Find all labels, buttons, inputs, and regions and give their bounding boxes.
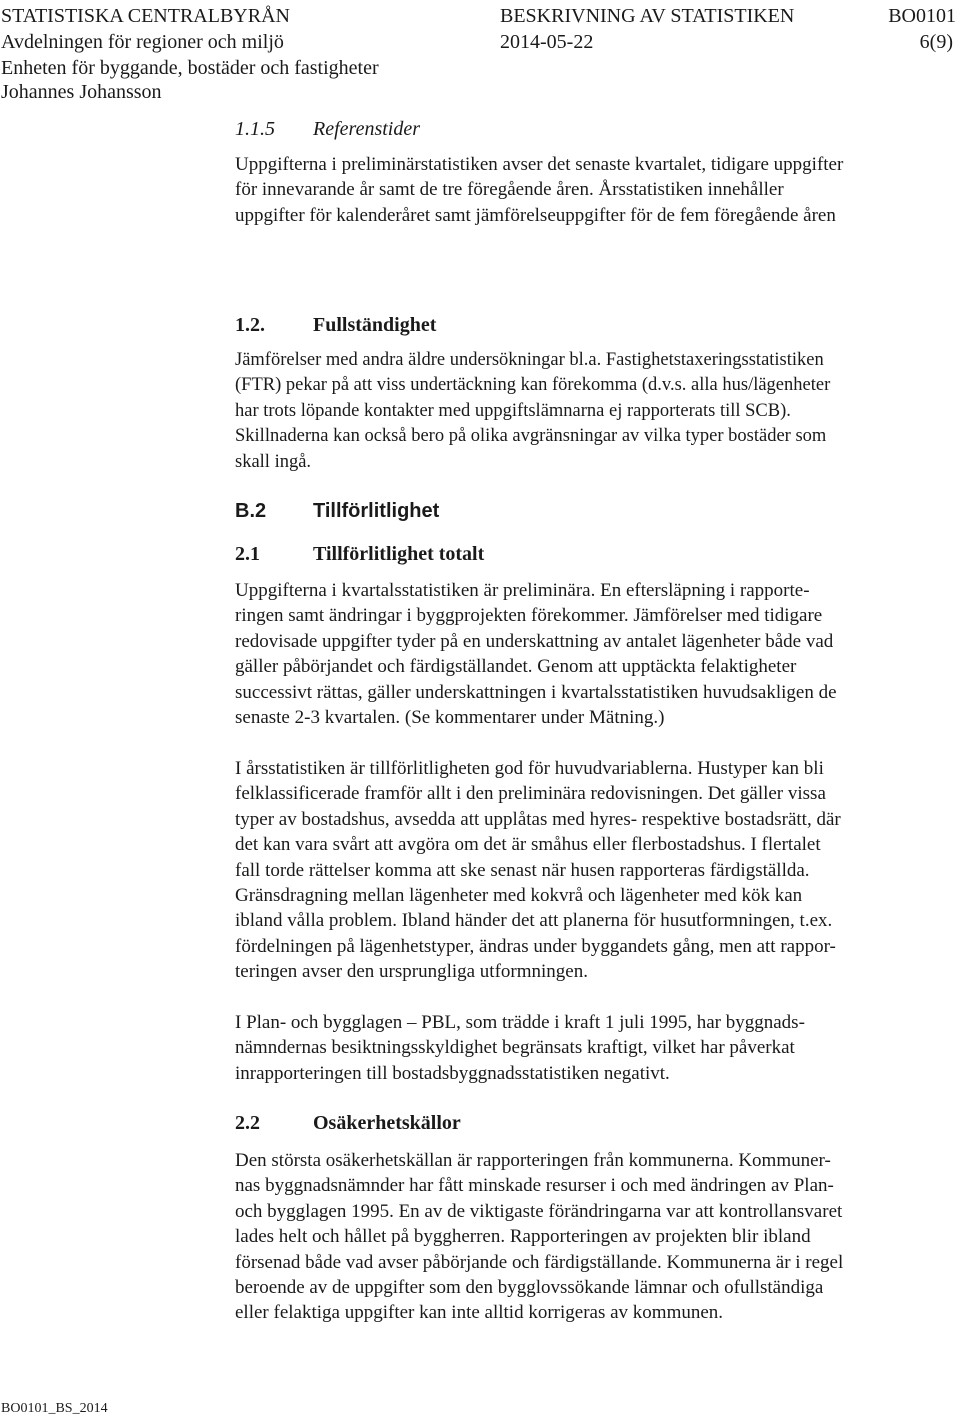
text-line: fall torde rättelser komma att ske senast när husen rapporteras färdigställda. bbox=[235, 859, 810, 881]
document-date: 2014-05-22 bbox=[500, 31, 594, 53]
footer-code: BO0101_BS_2014 bbox=[1, 1401, 108, 1416]
text-line: försenad både vad avser påbörjande och färdigställande. Kommunerna är i regel bbox=[235, 1251, 844, 1273]
document-type: BESKRIVNING AV STATISTIKEN bbox=[500, 5, 795, 27]
text-line: och bygglagen 1995. En av de viktigaste förändringarna var att kontrollansvaret bbox=[235, 1200, 843, 1222]
page-footer bbox=[1, 1401, 108, 1417]
text-line: Skillnaderna kan också bero på olika avgränsningar av vilka typer bostäder som bbox=[235, 426, 827, 447]
page-header bbox=[0, 0, 960, 110]
document-code: BO0101 bbox=[888, 5, 956, 27]
text-line: för innevarande år samt de tre föregående åren. Årsstatistiken innehåller bbox=[235, 179, 784, 201]
paragraph-tillforlitlighet-2 bbox=[235, 756, 945, 985]
heading-title: Fullständighet bbox=[313, 314, 437, 336]
heading-number: B.2 bbox=[235, 500, 267, 522]
heading-title: Tillförlitlighet totalt bbox=[313, 543, 485, 565]
text-line: skall ingå. bbox=[235, 451, 312, 472]
heading-tillforlitlighet-totalt bbox=[235, 541, 945, 567]
text-line: I Plan- och bygglagen – PBL, som trädde i kraft 1 juli 1995, har byggnads- bbox=[235, 1012, 805, 1033]
text-line: har trots löpande kontakter med uppgiftslämnarna ej rapporterats till SCB). bbox=[235, 400, 791, 421]
paragraph-tillforlitlighet-1 bbox=[235, 578, 945, 730]
text-line: ringen samt ändringar i byggprojekten förekommer. Jämförelser med tidigare bbox=[235, 605, 823, 627]
paragraph-osakerhetskallor bbox=[235, 1148, 945, 1326]
page-number: 6(9) bbox=[919, 31, 953, 53]
text-line: Jämförelser med andra äldre undersökningar bl.a. Fastighetstaxeringsstatistiken bbox=[235, 350, 824, 370]
heading-title: Osäkerhetskällor bbox=[313, 1112, 461, 1134]
text-line: uppgifter för kalenderåret samt jämförelseuppgifter för de fem föregående åren bbox=[235, 204, 836, 226]
text-line: Uppgifterna i preliminärstatistiken avser det senaste kvartalet, tidigare uppgifter bbox=[235, 154, 844, 175]
text-line: teringen avser den ursprungliga utformningen. bbox=[235, 961, 588, 983]
heading-number: 1.1.5 bbox=[235, 118, 275, 140]
text-line: Den största osäkerhetskällan är rapporteringen från kommunerna. Kommuner- bbox=[235, 1150, 831, 1171]
paragraph-fullstandighet bbox=[235, 348, 945, 475]
heading-title: Referenstider bbox=[313, 118, 421, 140]
text-line: ibland vålla problem. Ibland händer det att planerna för husutformningen, t.ex. bbox=[235, 910, 833, 932]
text-line: lades helt och hållet på byggherren. Rapporteringen av projekten blir ibland bbox=[235, 1226, 811, 1248]
heading-title: Tillförlitlighet bbox=[313, 500, 440, 522]
text-line: beroende av de uppgifter som den bygglovssökande lämnar och ofullständiga bbox=[235, 1277, 824, 1299]
text-line: Gränsdragning mellan lägenheter med kokvrå och lägenheter med kök kan bbox=[235, 885, 803, 907]
unit-name: Enheten för byggande, bostäder och fastigheter bbox=[1, 57, 379, 79]
department-name: Avdelningen för regioner och miljö bbox=[1, 31, 284, 53]
text-line: redovisade uppgifter tyder på en underskattning av antalet lägenheter både vad bbox=[235, 630, 834, 652]
text-line: fördelningen på lägenhetstyper, ändras under byggandets gång, men att rappor- bbox=[235, 935, 836, 957]
heading-number: 2.2 bbox=[235, 1112, 260, 1134]
text-line: eller felaktiga uppgifter kan inte alltid korrigeras av kommunen. bbox=[235, 1302, 724, 1324]
text-line: typer av bostadshus, avsedda att upplåtas med hyres- respektive bostadsrätt, där bbox=[235, 808, 841, 830]
org-name: STATISTISKA CENTRALBYRÅN bbox=[1, 5, 290, 27]
heading-number: 1.2. bbox=[235, 314, 265, 336]
heading-fullstandighet bbox=[235, 312, 945, 338]
text-line: felklassificerade framför allt i den preliminära redovisningen. Det gäller vissa bbox=[235, 783, 826, 805]
text-line: (FTR) pekar på att viss undertäckning kan förekomma (d.v.s. alla hus/lägenheter bbox=[235, 375, 831, 396]
text-line: nas byggnadsnämnder har fått minskade resurser i och med ändringen av Plan- bbox=[235, 1175, 834, 1197]
text-line: senaste 2-3 kvartalen. (Se kommentarer under Mätning.) bbox=[235, 707, 665, 729]
text-line: Uppgifterna i kvartalsstatistiken är preliminära. En eftersläpning i rapporte- bbox=[235, 580, 810, 601]
heading-number: 2.1 bbox=[235, 543, 260, 565]
heading-tillforlitlighet bbox=[235, 498, 945, 524]
paragraph-tillforlitlighet-3 bbox=[235, 1010, 945, 1086]
text-line: nämndernas besiktningsskyldighet begränsats kraftigt, vilket har påverkat bbox=[235, 1037, 795, 1059]
text-line: successivt rättas, gäller underskattningen i kvartalsstatistiken huvudsakligen de bbox=[235, 681, 837, 703]
paragraph-referenstider bbox=[235, 152, 945, 228]
text-line: det kan vara svårt att avgöra om det är småhus eller flerbostadshus. I flertalet bbox=[235, 834, 821, 856]
heading-osakerhetskallor bbox=[235, 1110, 945, 1136]
author-name: Johannes Johansson bbox=[1, 81, 162, 103]
heading-referenstider bbox=[235, 116, 945, 142]
text-line: gäller påbörjandet och färdigställandet. Genom att upptäckta felaktigheter bbox=[235, 656, 797, 678]
text-line: inrapporteringen till bostadsbyggnadsstatistiken negativt. bbox=[235, 1062, 670, 1084]
text-line: I årsstatistiken är tillförlitligheten god för huvudvariablerna. Hustyper kan bli bbox=[235, 758, 824, 779]
